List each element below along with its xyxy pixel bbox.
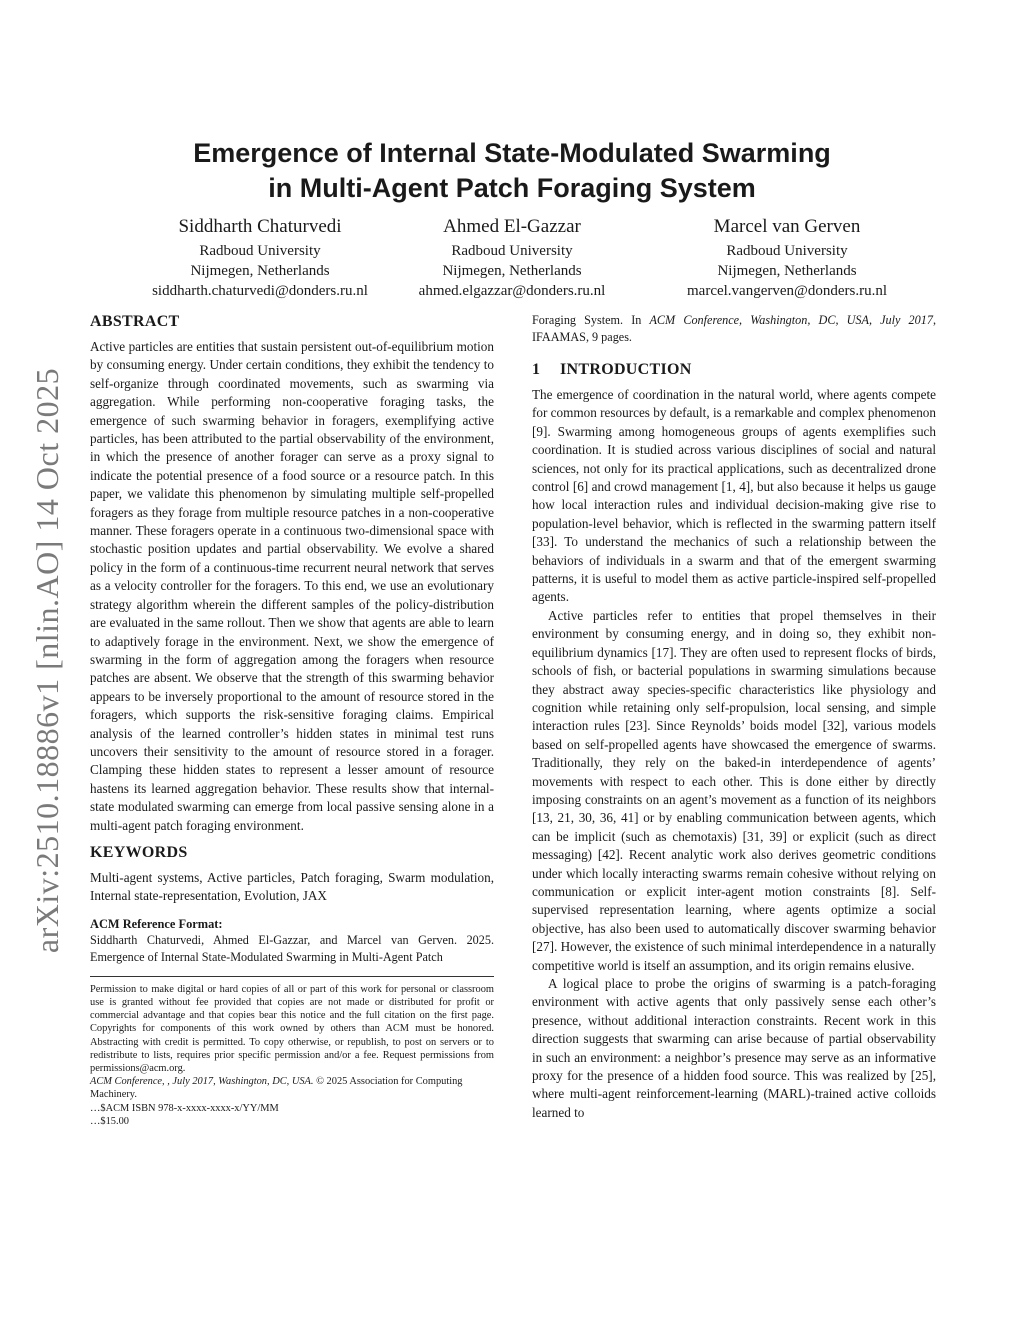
author-email[interactable]: ahmed.elgazzar@donders.ru.nl — [418, 283, 606, 299]
title-line-2: in Multi-Agent Patch Foraging System — [268, 173, 756, 203]
venue-italic: ACM Conference, , July 2017, Washington, DC, USA. — [90, 1076, 314, 1088]
arxiv-identifier — [28, 350, 68, 970]
left-column — [90, 312, 494, 1128]
author-affiliation: Radboud University — [726, 243, 848, 259]
reference-format-text: Siddharth Chaturvedi, Ahmed El-Gazzar, and Marcel van Gerven. 2025. Emergence of Internal State-Modulated Swarming in Multi-Agent Patch — [90, 932, 494, 964]
keywords-text: Multi-agent systems, Active particles, Patch foraging, Swarm modulation, Internal state-representation, Evolution, JAX — [90, 869, 494, 904]
right-column — [532, 312, 936, 1122]
author-name: Marcel van Gerven — [713, 216, 861, 237]
author-location: Nijmegen, Netherlands — [717, 263, 857, 279]
isbn-line: …$ACM ISBN 978-x-xxxx-xxxx-x/YY/MM — [90, 1102, 279, 1114]
intro-paragraph-3: A logical place to probe the origins of swarming is a patch-foraging environment with active agents that only passively sense each other’s presence, without additional interaction constraints. Recent work in this direction suggests that swarming can arise because of partial observability in such an environment: a neighbor’s presence may serve as an informative proxy for the presence of a hidden food source. This was realized by [25], where multi-agent reinforcement-learning (MARL)-trained active colloids learned to — [532, 976, 936, 1120]
author-email[interactable]: siddharth.chaturvedi@donders.ru.nl — [152, 283, 368, 299]
introduction-heading — [532, 360, 936, 380]
author-email[interactable]: marcel.vangerven@donders.ru.nl — [687, 283, 887, 299]
title-line-1: Emergence of Internal State-Modulated Swarming — [193, 138, 831, 168]
author-block-3 — [622, 214, 952, 301]
price-line: …$15.00 — [90, 1115, 129, 1127]
section-number: 1 — [532, 361, 541, 378]
section-title: INTRODUCTION — [560, 361, 692, 378]
copyright-text: © 2025 Association for Computing Machinery. — [90, 1076, 463, 1101]
intro-paragraph-2: Active particles refer to entities that propel themselves in their environment by consuming energy, and in doing so, they exhibit non-equilibrium dynamics [17]. They are often used to represent flocks of birds, schools of fish, or bacterial populations in swarming simulations because they abstract away species-specific characteristics like physiology and cognition while retaining only self-propulsion, local sensing, and simple interaction rules [23]. Since Reynolds’ boids model [32], various models based on self-propelled agents have showcased the emergence of swarms. Traditionally, they rely on the baked-in interdependence of agents’ movements with respect to each other. This is done either by directly imposing constraints on an agent’s movement as a function of its neighbors [13, 21, 30, 36, 41] or by enabling communication between agents, which can be implicit (such as chemotaxis) [31, 39] or explicit (such as direct messaging) [42]. Recent analytic work also derives geometric conditions under which locally interacting swarms remain cohesive without relying on communication or explicit inter-agent motion constraints [8]. Self-supervised representation learning, where agents optimize a social objective, has also been used to automatically discover swarming behavior [27]. However, the existence of such minimal interdependence in a naturally competitive world is itself an assumption, and its origin remains elusive. — [532, 607, 936, 973]
intro-paragraph-1: The emergence of coordination in the natural world, where agents compete for common resources by default, is a remarkable and complex phenomenon [9]. Swarming among homogeneous groups of agents exemplifies such coordination. It is studied across various disciplines of social and natural sciences, not only for its practical applications, such as decentralized drone control [6] and crowd management [1, 4], but also because it helps us gauge how local interaction rules and individual decision-making give rise to population-level behavior, which is reflected in the swarming pattern itself [33]. To understand the mechanics of such a relationship between the behaviors of individuals in a swarm and that of the emergent swarming patterns, it is useful to model them as active particle-inspired self-propelled agents. — [532, 387, 936, 605]
paper-title — [0, 136, 1024, 206]
author-location: Nijmegen, Netherlands — [442, 263, 582, 279]
copyright-line — [90, 1075, 494, 1101]
author-location: Nijmegen, Netherlands — [190, 263, 330, 279]
abstract-text: Active particles are entities that sustain persistent out-of-equilibrium motion by consuming energy. Under certain conditions, they exhibit the tendency to self-organize through coordinated movements, such as swarming via aggregation. While performing non-cooperative foraging tasks, the emergence of such swarming behavior in foragers, exemplifying active particles, has been attributed to the partial observability of the environment, in which the presence of another forager can serve as a proxy signal to indicate the potential presence of a food source or a resource patch. In this paper, we validate this phenomenon by simulating multiple self-propelled foragers as they forage from multiple resource patches in a non-cooperative manner. These foragers operate in a continuous two-dimensional space with stochastic position updates and partial observability. We evolve a shared policy in the form of a continuous-time recurrent neural network that serves as a velocity controller for the foragers. To this end, we use an evolutionary strategy algorithm wherein the different samples of the policy-distribution are evaluated in the same rollout. Then we show that agents are able to learn to adaptively forage in the environment. Next, we show the emergence of swarming in the form of aggregation among the foragers when resource patches are absent. We observe that the strength of this swarming behavior appears to be inversely proportional to the amount of resource stored in the foragers, which supports the risk-sensitive foraging claims. Empirical analysis of the learned controller’s hidden states in minimal test runs uncovers their sensitivity to the amount of resource stored in a forager. Clamping these hidden states to represent a lesser amount of resource hastens its learned aggregation behavior. These results show that internal-state modulated swarming can emerge from local passive sensing alone in a multi-agent patch foraging environment. — [90, 339, 494, 833]
ref-cont-suffix: , IFAAMAS, 9 pages. — [532, 313, 936, 344]
reference-format-heading: ACM Reference Format: — [90, 916, 223, 931]
author-name: Siddharth Chaturvedi — [178, 216, 342, 237]
keywords-heading: KEYWORDS — [90, 843, 188, 861]
ref-cont-prefix: Foraging System. In — [532, 313, 650, 327]
footnote-rule — [90, 976, 494, 977]
ref-cont-venue: ACM Conference, Washington, DC, USA, July 2017 — [649, 313, 933, 327]
abstract-heading: ABSTRACT — [90, 313, 180, 330]
arxiv-id-text: arXiv:2510.18886v1 [nlin.AO] 14 Oct 2025 — [29, 367, 66, 953]
permission-notice: Permission to make digital or hard copies of all or part of this work for personal or classroom use is granted without fee provided that copies are not made or distributed for profit or commercial advantage and that copies bear this notice and the full citation on the first page. Copyrights for components of this work owned by others than ACM must be honored. Abstracting with credit is permitted. To copy otherwise, or republish, to post on servers or to redistribute to lists, requires prior specific permission and/or a fee. Request permissions from permissions@acm.org. — [90, 983, 494, 1074]
author-affiliation: Radboud University — [451, 243, 573, 259]
author-affiliation: Radboud University — [199, 243, 321, 259]
reference-format-continuation — [532, 312, 936, 346]
author-name: Ahmed El-Gazzar — [443, 216, 581, 237]
